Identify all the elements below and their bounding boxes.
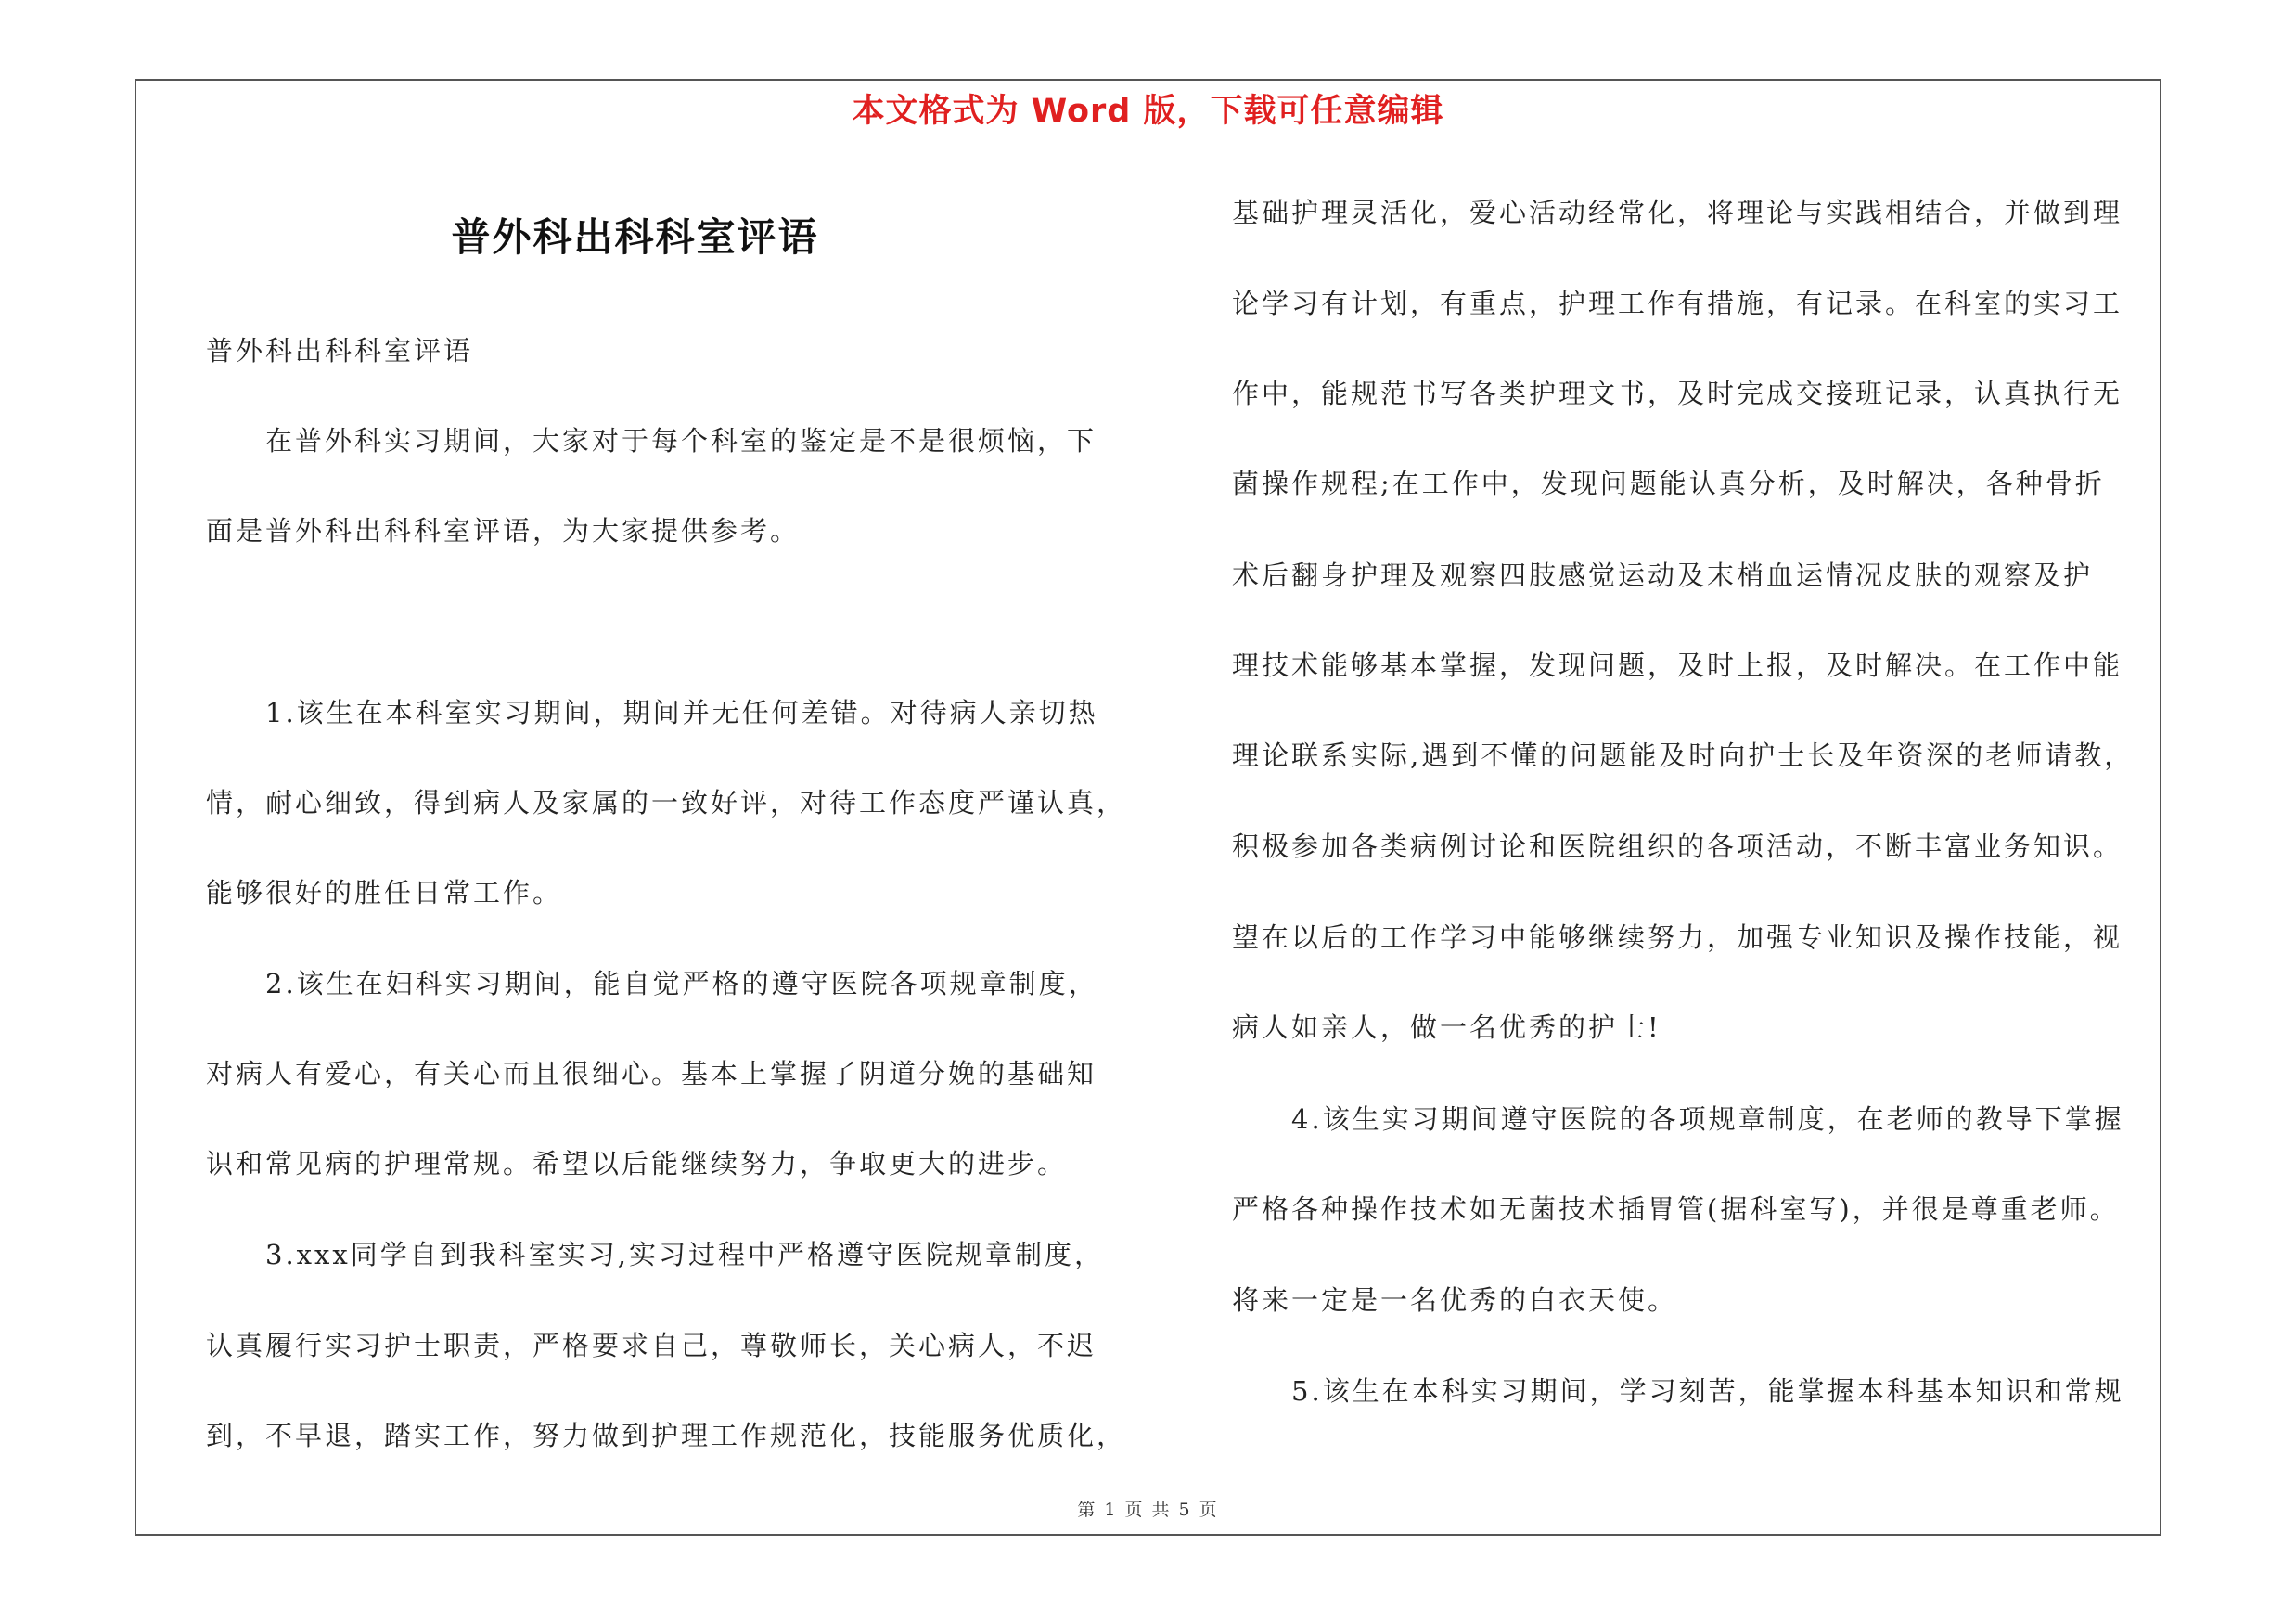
text-line: 术后翻身护理及观察四肢感觉运动及末梢血运情况皮肤的观察及护	[1232, 560, 2094, 591]
text-line: 对病人有爱心，有关心而且很细心。基本上掌握了阴道分娩的基础知	[206, 1058, 1097, 1089]
text-line: 1.该生在本科室实习期间，期间并无任何差错。对待病人亲切热	[206, 697, 1098, 728]
text-line: 作中，能规范书写各类护理文书，及时完成交接班记录，认真执行无	[1232, 378, 2123, 409]
text-line: 理技术能够基本掌握，发现问题，及时上报，及时解决。在工作中能	[1232, 650, 2123, 681]
format-banner: 本文格式为 Word 版，下载可任意编辑	[852, 93, 1444, 130]
text-line: 识和常见病的护理常规。希望以后能继续努力，争取更大的进步。	[206, 1148, 1068, 1179]
text-line: 论学习有计划，有重点，护理工作有措施，有记录。在科室的实习工	[1232, 288, 2123, 319]
text-line: 积极参加各类病例讨论和医院组织的各项活动，不断丰富业务知识。	[1232, 831, 2123, 862]
text-line: 望在以后的工作学习中能够继续努力，加强专业知识及操作技能，视	[1232, 921, 2123, 953]
text-line: 普外科出科科室评语	[206, 335, 474, 367]
text-line: 严格各种操作技术如无菌技术插胃管(据科室写)，并很是尊重老师。	[1232, 1193, 2120, 1225]
document-title: 普外科出科科室评语	[451, 214, 819, 260]
text-line: 将来一定是一名优秀的白衣天使。	[1232, 1284, 1678, 1316]
text-line: 菌操作规程;在工作中，发现问题能认真分析，及时解决，各种骨折	[1232, 468, 2105, 499]
text-line: 认真履行实习护士职责，严格要求自己，尊敬师长，关心病人，不迟	[206, 1330, 1097, 1361]
text-line: 4.该生实习期间遵守医院的各项规章制度，在老师的教导下掌握	[1232, 1103, 2124, 1135]
text-line: 情，耐心细致，得到病人及家属的一致好评，对待工作态度严谨认真，	[206, 787, 1127, 818]
text-line: 在普外科实习期间，大家对于每个科室的鉴定是不是很烦恼，下	[206, 425, 1097, 457]
text-line: 能够很好的胜任日常工作。	[206, 877, 563, 908]
text-line: 到，不早退，踏实工作，努力做到护理工作规范化，技能服务优质化，	[206, 1420, 1127, 1451]
text-line: 理论联系实际,遇到不懂的问题能及时向护士长及年资深的老师请教，	[1232, 740, 2135, 771]
text-line: 2.该生在妇科实习期间，能自觉严格的遵守医院各项规章制度，	[206, 968, 1098, 999]
text-line: 3.xxx同学自到我科室实习,实习过程中严格遵守医院规章制度，	[206, 1239, 1104, 1270]
text-line: 5.该生在本科实习期间，学习刻苦，能掌握本科基本知识和常规	[1232, 1375, 2124, 1407]
text-line: 面是普外科出科科室评语，为大家提供参考。	[206, 515, 801, 547]
text-line: 基础护理灵活化，爱心活动经常化，将理论与实践相结合，并做到理	[1232, 197, 2123, 228]
page-number: 第 1 页 共 5 页	[1077, 1500, 1219, 1520]
text-line: 病人如亲人，做一名优秀的护士!	[1232, 1011, 1661, 1043]
